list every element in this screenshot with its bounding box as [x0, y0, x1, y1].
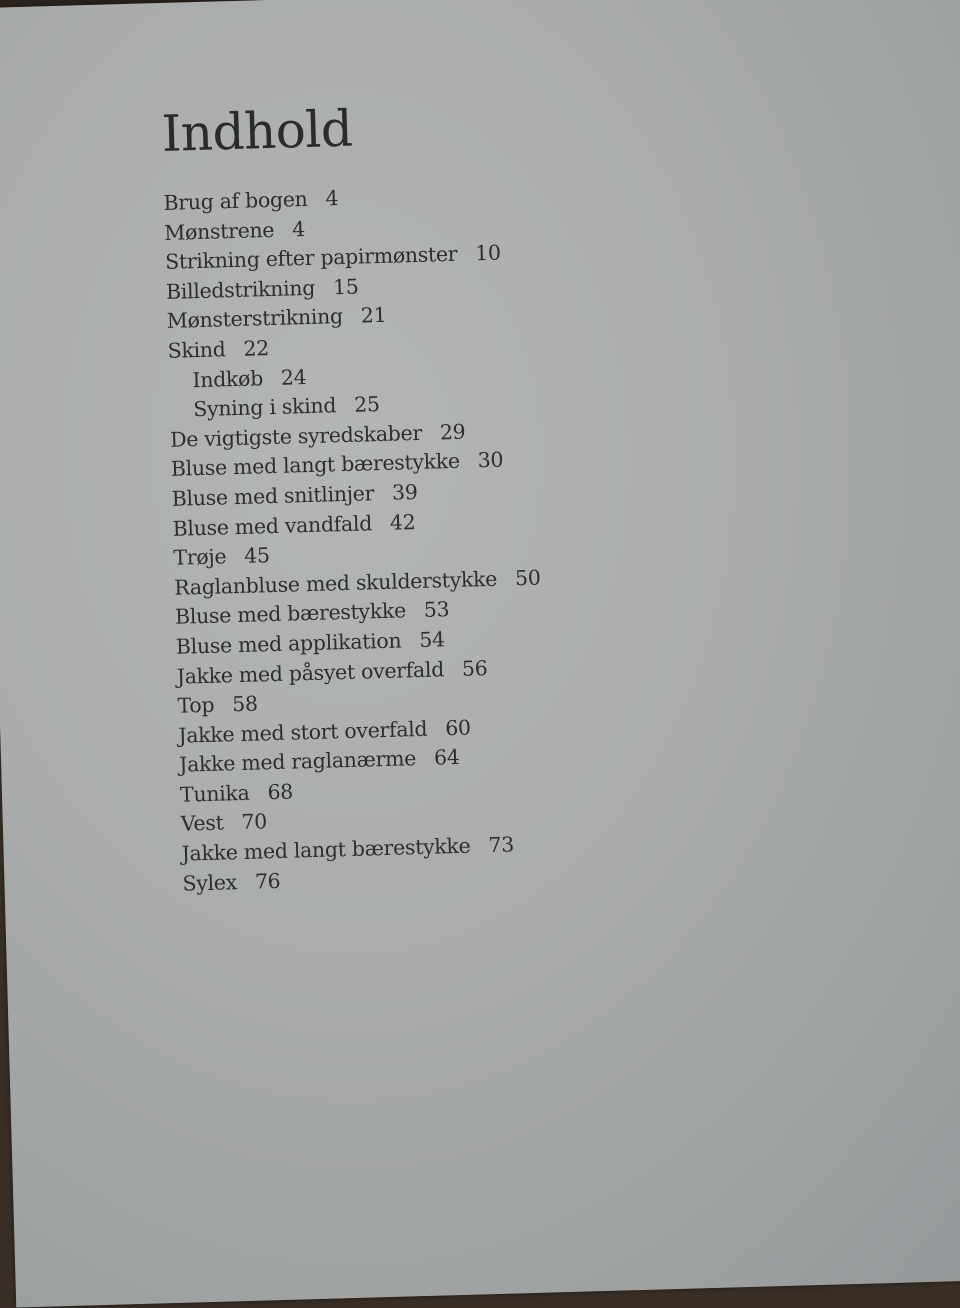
toc-entry-page-number: 22 — [243, 336, 270, 361]
toc-entry-label: Mønsterstrikning — [166, 304, 344, 334]
toc-entry-label: Jakke med stort overfald — [178, 716, 428, 748]
toc-entry-label: Mønstrene — [164, 217, 275, 245]
toc-entry-page-number: 68 — [267, 779, 294, 805]
toc-entry-page-number: 60 — [444, 715, 472, 740]
toc-entry-page-number: 53 — [423, 597, 450, 623]
toc-entry-label: Vest — [180, 810, 224, 837]
toc-entry-label: Trøje — [173, 544, 227, 570]
toc-entry-page-number: 58 — [231, 691, 259, 717]
toc-entry-page-number: 24 — [280, 364, 307, 390]
toc-entry-page-number: 54 — [418, 627, 446, 652]
page-title: Indhold — [160, 99, 354, 163]
toc-entry-label: Bluse med snitlinjer — [171, 481, 375, 511]
toc-entry-label: Bluse med vandfald — [172, 510, 373, 541]
toc-entry-page-number: 29 — [439, 419, 466, 445]
toc-entry-page-number: 56 — [461, 655, 488, 681]
toc-entry-page-number: 42 — [389, 509, 416, 535]
toc-entry-label: Raglanbluse med skulderstykke — [173, 566, 498, 600]
toc-entry-page-number: 4 — [325, 186, 339, 211]
toc-entry-page-number: 76 — [254, 868, 281, 894]
toc-entry-page-number: 10 — [474, 240, 502, 266]
toc-entry-label: Brug af bogen — [163, 186, 308, 215]
toc-entry-label: Indkøb — [192, 365, 264, 392]
toc-entry-page-number: 45 — [243, 543, 271, 568]
toc-entry-page-number: 25 — [353, 392, 380, 417]
toc-entry-label: Bluse med langt bærestykke — [170, 449, 461, 482]
toc-entry-label: Top — [177, 692, 215, 718]
toc-entry-label: Skind — [167, 337, 226, 363]
table-of-contents — [163, 179, 549, 899]
toc-entry-page-number: 70 — [241, 809, 268, 835]
toc-entry-page-number: 64 — [433, 745, 460, 770]
toc-entry-label: Strikning efter papirmønster — [164, 241, 458, 275]
toc-entry-page-number: 15 — [332, 274, 359, 300]
toc-entry-label: Jakke med langt bærestykke — [181, 833, 471, 866]
toc-entry-label: Syning i skind — [192, 393, 337, 422]
toc-entry-page-number: 4 — [291, 216, 306, 241]
toc-entry-label: Bluse med applikation — [175, 628, 402, 659]
toc-entry-label: Jakke med påsyet overfald — [176, 656, 445, 689]
toc-entry-page-number: 50 — [514, 565, 541, 590]
toc-entry-page-number: 30 — [477, 447, 504, 473]
toc-entry-label: Jakke med raglanærme — [178, 746, 417, 778]
toc-entry-page-number: 73 — [488, 832, 515, 858]
toc-entry-label: Tunika — [179, 780, 250, 807]
toc-entry-label: De vigtigste syredskaber — [169, 420, 423, 452]
toc-entry-label: Billedstrikning — [165, 275, 316, 304]
toc-entry-label: Bluse med bærestykke — [174, 598, 407, 630]
toc-entry-page-number: 39 — [391, 479, 418, 505]
toc-entry-label: Sylex — [182, 869, 238, 896]
toc-entry-page-number: 21 — [360, 303, 387, 328]
